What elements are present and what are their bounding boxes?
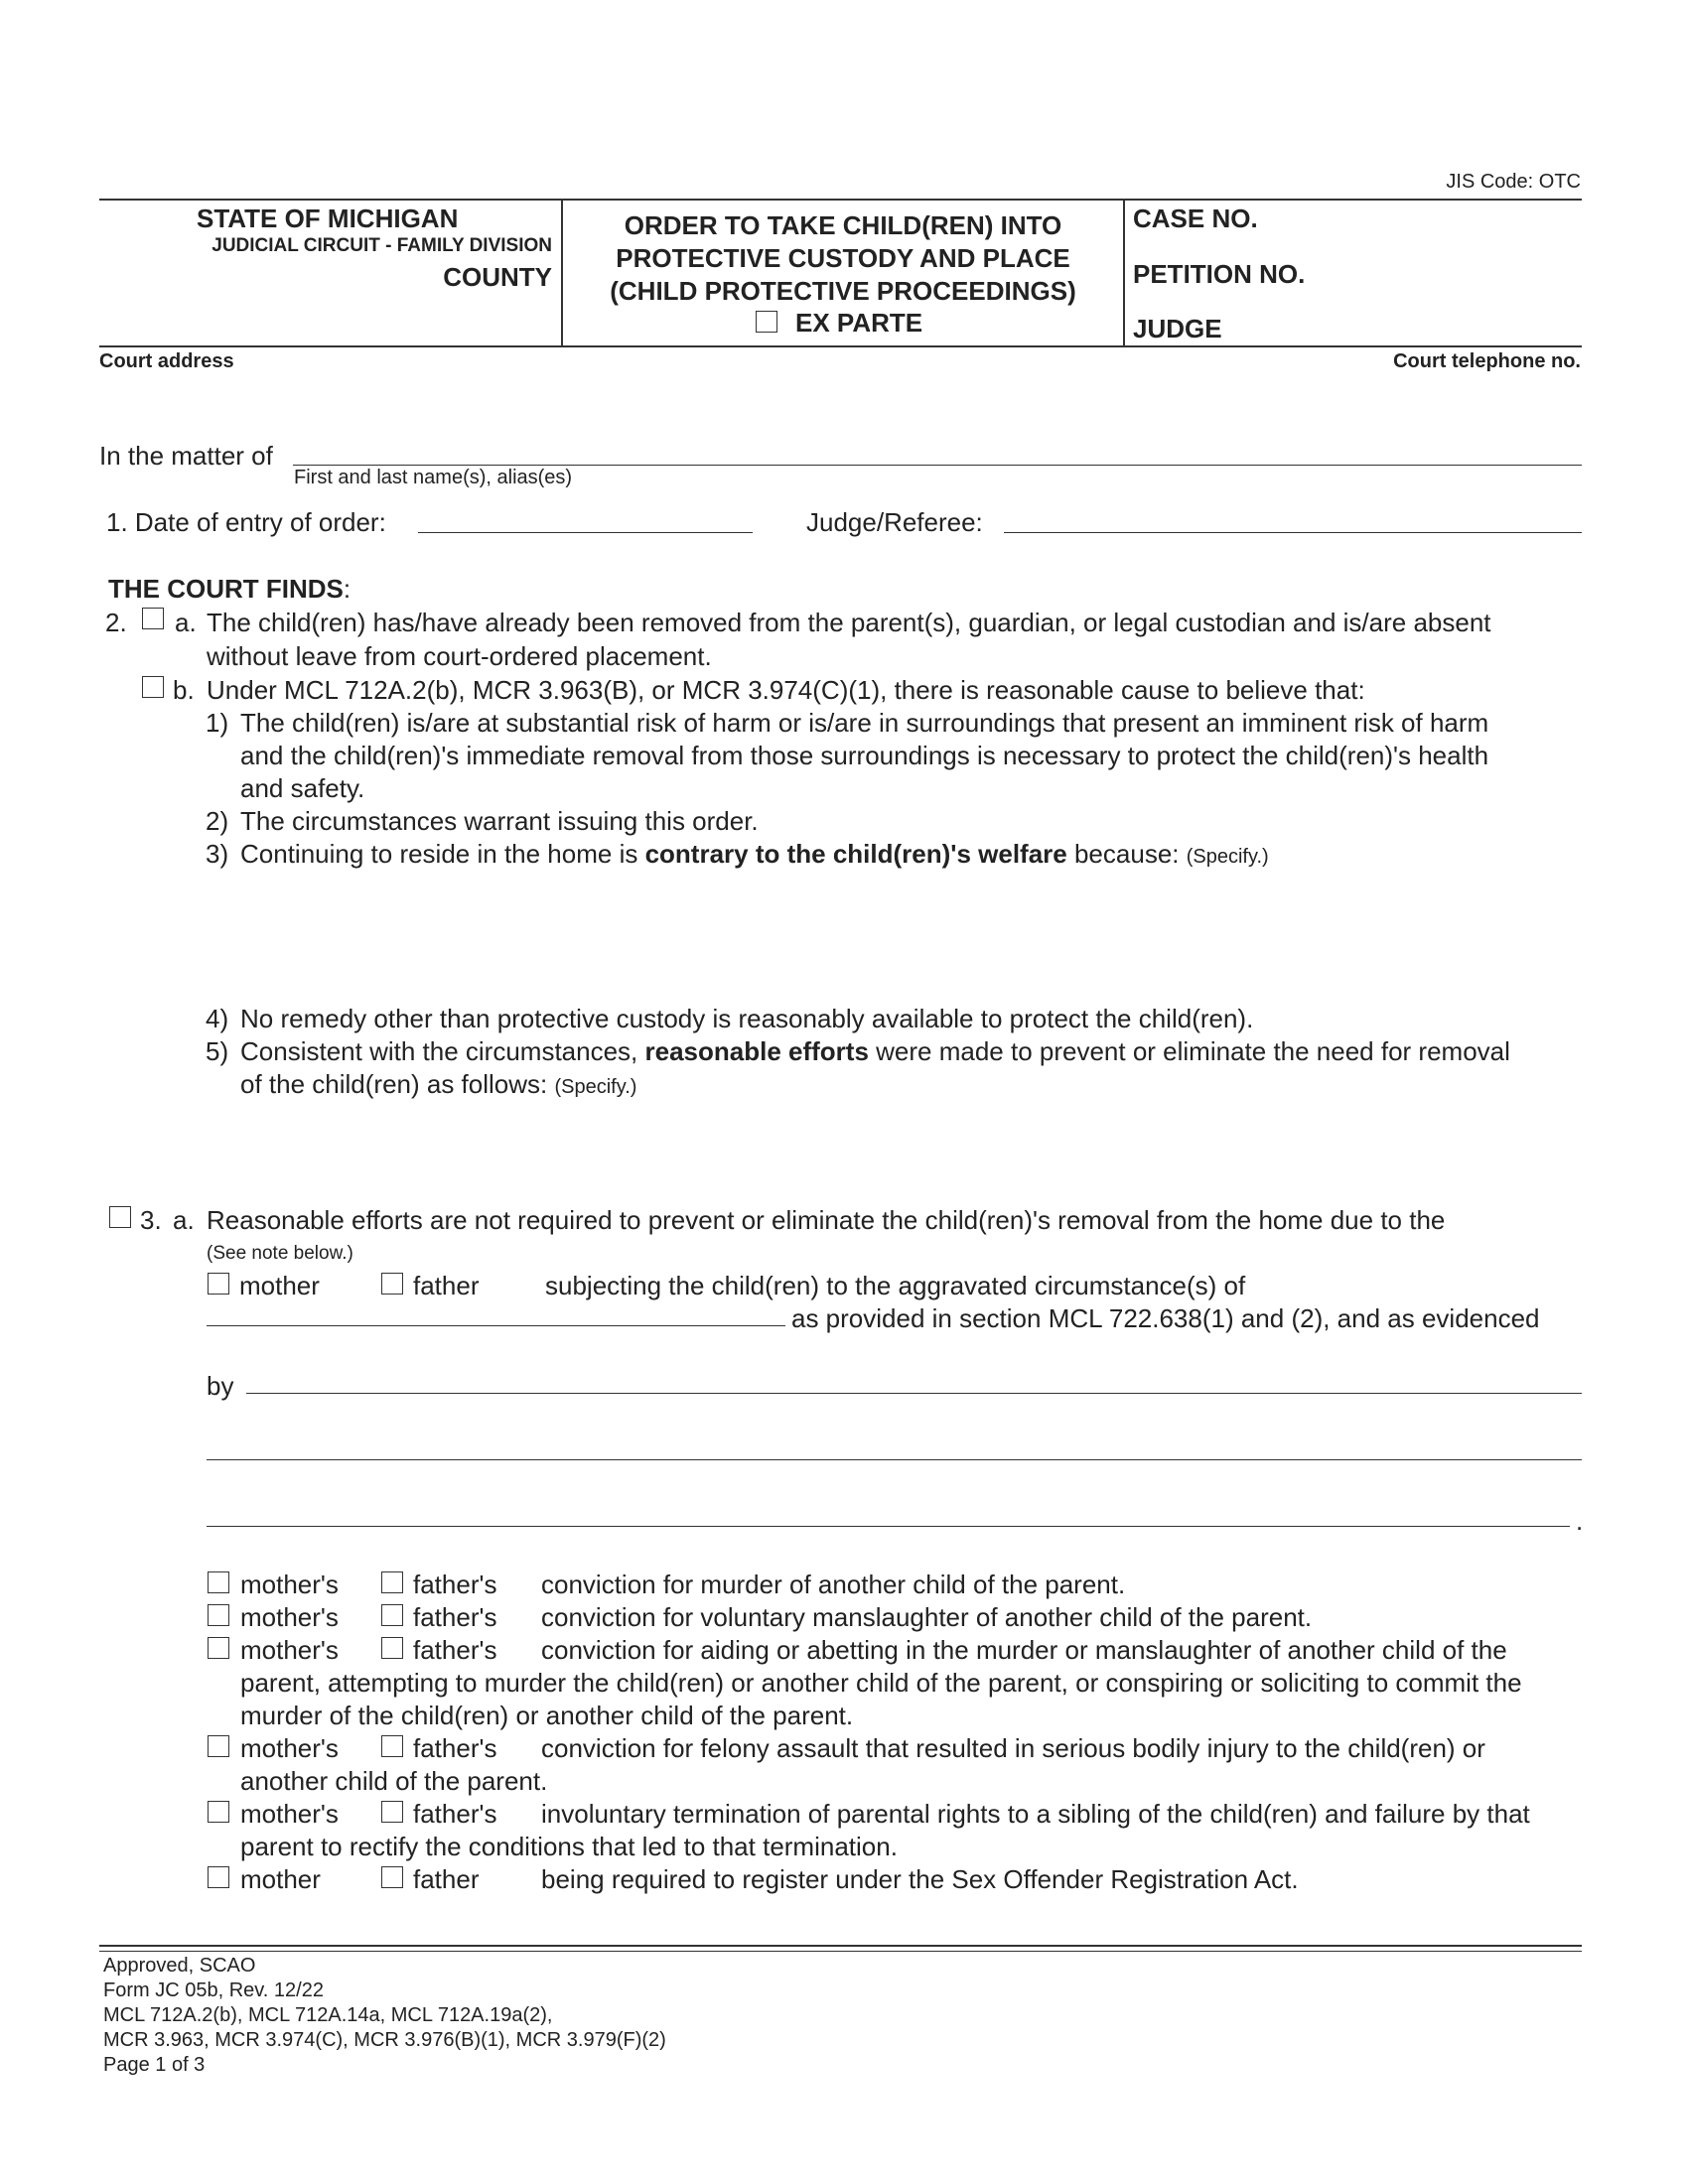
conv5-text-line-1: involuntary termination of parental rights to a sibling of the child(ren) and failure by that	[541, 1799, 1530, 1829]
conv1-father-checkbox[interactable]	[381, 1571, 403, 1593]
court-finds-heading: THE COURT FINDS:	[108, 574, 352, 604]
item-3a-letter: a.	[173, 1205, 195, 1235]
finding-1-line-1: The child(ren) is/are at substantial risk of harm or is/are in surroundings that present an imminent risk of harm	[240, 708, 1489, 738]
conv4-father-checkbox[interactable]	[381, 1735, 403, 1757]
finding-5-line-1: Consistent with the circumstances, reasonable efforts were made to prevent or eliminate the need for removal	[240, 1036, 1510, 1066]
conv5-mother-checkbox[interactable]	[208, 1801, 229, 1823]
title-line-1: ORDER TO TAKE CHILD(REN) INTO	[624, 210, 1062, 240]
conv3-father-checkbox[interactable]	[381, 1637, 403, 1659]
evidenced-by-label: by	[207, 1371, 234, 1401]
conv5-father-checkbox[interactable]	[381, 1801, 403, 1823]
aggravated-circumstances-field[interactable]	[207, 1324, 785, 1326]
footer-approved: Approved, SCAO	[103, 1955, 256, 1977]
state-name: STATE OF MICHIGAN	[197, 204, 459, 233]
item-2a-text-line-2: without leave from court-ordered placement.	[207, 641, 712, 671]
aggravated-father-checkbox[interactable]	[381, 1273, 403, 1295]
evidenced-by-field-1[interactable]	[246, 1392, 1582, 1394]
conv4-mother-label: mother's	[240, 1733, 339, 1763]
conv3-father-label: father's	[413, 1635, 497, 1665]
conv1-father-label: father's	[413, 1570, 497, 1599]
title-line-2: PROTECTIVE CUSTODY AND PLACE	[616, 243, 1070, 273]
aggravated-mother-checkbox[interactable]	[208, 1273, 229, 1295]
footer-rule-top	[99, 1945, 1582, 1947]
conv4-text-line-1: conviction for felony assault that resulted in serious bodily injury to the child(ren) or	[541, 1733, 1485, 1763]
item-2a-text-line-1: The child(ren) has/have already been removed from the parent(s), guardian, or legal custodian and is/are absent	[207, 608, 1491, 637]
date-of-entry-label: 1. Date of entry of order:	[106, 507, 386, 537]
conv2-text: conviction for voluntary manslaughter of another child of the parent.	[541, 1602, 1313, 1632]
finding-4-text: No remedy other than protective custody is reasonably available to protect the child(ren).	[240, 1004, 1254, 1033]
conv6-father-label: father	[413, 1864, 480, 1894]
case-no-label: CASE NO.	[1133, 204, 1258, 233]
conv4-father-label: father's	[413, 1733, 497, 1763]
as-provided-text: as provided in section MCL 722.638(1) and (2), and as evidenced	[791, 1303, 1540, 1333]
item-3-number: 3.	[140, 1205, 162, 1235]
matter-label: In the matter of	[99, 441, 273, 471]
item-2b-checkbox[interactable]	[142, 676, 164, 698]
matter-name-field[interactable]	[293, 464, 1582, 466]
item-3a-text: Reasonable efforts are not required to prevent or eliminate the child(ren)'s removal from the home due to the	[207, 1205, 1446, 1235]
item-3a-checkbox[interactable]	[109, 1206, 131, 1228]
ex-parte-label: EX PARTE	[795, 308, 923, 338]
conv3-text-line-1: conviction for aiding or abetting in the murder or manslaughter of another child of the	[541, 1635, 1507, 1665]
conv5-mother-label: mother's	[240, 1799, 339, 1829]
item-2a-letter: a.	[175, 608, 197, 637]
conv2-mother-label: mother's	[240, 1602, 339, 1632]
header-bottom-rule	[99, 345, 1582, 347]
footer-mcl: MCL 712A.2(b), MCL 712A.14a, MCL 712A.19a(2),	[103, 2004, 553, 2026]
court-telephone-label: Court telephone no.	[1393, 350, 1581, 372]
judge-referee-label: Judge/Referee:	[806, 507, 983, 537]
conv5-text-line-2: parent to rectify the conditions that led to that termination.	[240, 1832, 898, 1861]
item-2b-text: Under MCL 712A.2(b), MCR 3.963(B), or MCR 3.974(C)(1), there is reasonable cause to believe that:	[207, 675, 1365, 705]
conv2-mother-checkbox[interactable]	[208, 1604, 229, 1626]
judicial-circuit: JUDICIAL CIRCUIT - FAMILY DIVISION	[211, 235, 552, 256]
conv2-father-label: father's	[413, 1602, 497, 1632]
finding-5-line-2: of the child(ren) as follows: (Specify.)	[240, 1069, 637, 1099]
finding-5-number: 5)	[206, 1036, 229, 1066]
conv4-mother-checkbox[interactable]	[208, 1735, 229, 1757]
header-top-rule	[99, 199, 1582, 201]
item-2-number: 2.	[105, 608, 127, 637]
finding-3-text: Continuing to reside in the home is contrary to the child(ren)'s welfare because: (Specify.)	[240, 839, 1269, 869]
finding-2-number: 2)	[206, 806, 229, 836]
finding-4-number: 4)	[206, 1004, 229, 1033]
conv3-text-line-3: murder of the child(ren) or another child of the parent.	[240, 1701, 854, 1730]
footer-form: Form JC 05b, Rev. 12/22	[103, 1979, 324, 2001]
evidenced-period: .	[1576, 1506, 1584, 1536]
aggravated-father-label: father	[413, 1271, 480, 1300]
jis-code: JIS Code: OTC	[1446, 171, 1581, 193]
item-2a-checkbox[interactable]	[142, 608, 164, 629]
finding-1-line-3: and safety.	[240, 773, 365, 803]
evidenced-by-field-2[interactable]	[207, 1458, 1582, 1460]
footer-mcr: MCR 3.963, MCR 3.974(C), MCR 3.976(B)(1), MCR 3.979(F)(2)	[103, 2029, 666, 2051]
conv6-mother-checkbox[interactable]	[208, 1866, 229, 1888]
conv6-text: being required to register under the Sex Offender Registration Act.	[541, 1864, 1299, 1894]
conv1-mother-label: mother's	[240, 1570, 339, 1599]
aggravated-mother-label: mother	[239, 1271, 320, 1300]
county-label: COUNTY	[443, 262, 552, 292]
title-line-3: (CHILD PROTECTIVE PROCEEDINGS)	[610, 276, 1076, 306]
conv3-mother-checkbox[interactable]	[208, 1637, 229, 1659]
finding-1-number: 1)	[206, 708, 229, 738]
conv6-father-checkbox[interactable]	[381, 1866, 403, 1888]
court-address-label: Court address	[99, 350, 234, 372]
conv3-text-line-2: parent, attempting to murder the child(ren) or another child of the parent, or conspiring or soliciting to commit the	[240, 1668, 1522, 1698]
conv3-mother-label: mother's	[240, 1635, 339, 1665]
conv2-father-checkbox[interactable]	[381, 1604, 403, 1626]
footer-page: Page 1 of 3	[103, 2054, 206, 2076]
matter-sublabel: First and last name(s), alias(es)	[294, 467, 573, 488]
conv1-text: conviction for murder of another child of the parent.	[541, 1570, 1126, 1599]
petition-no-label: PETITION NO.	[1133, 259, 1306, 289]
date-of-entry-field[interactable]	[418, 531, 753, 533]
subjecting-text: subjecting the child(ren) to the aggravated circumstance(s) of	[545, 1271, 1246, 1300]
conv5-father-label: father's	[413, 1799, 497, 1829]
item-2b-letter: b.	[173, 675, 195, 705]
see-note-label: (See note below.)	[207, 1243, 353, 1264]
welfare-reason-area[interactable]	[240, 874, 1581, 998]
ex-parte-checkbox[interactable]	[756, 311, 777, 333]
footer-rule-bottom	[99, 1951, 1582, 1952]
conv4-text-line-2: another child of the parent.	[240, 1766, 548, 1796]
conv6-mother-label: mother	[240, 1864, 321, 1894]
reasonable-efforts-area[interactable]	[240, 1102, 1581, 1196]
judge-label: JUDGE	[1133, 314, 1222, 343]
conv1-mother-checkbox[interactable]	[208, 1571, 229, 1593]
finding-2-text: The circumstances warrant issuing this order.	[240, 806, 759, 836]
evidenced-by-field-3[interactable]	[207, 1525, 1570, 1527]
judge-referee-field[interactable]	[1004, 531, 1582, 533]
finding-1-line-2: and the child(ren)'s immediate removal from those surroundings is necessary to protect the child(ren)'s health	[240, 741, 1489, 770]
header-divider-right	[1123, 199, 1125, 347]
finding-3-number: 3)	[206, 839, 229, 869]
